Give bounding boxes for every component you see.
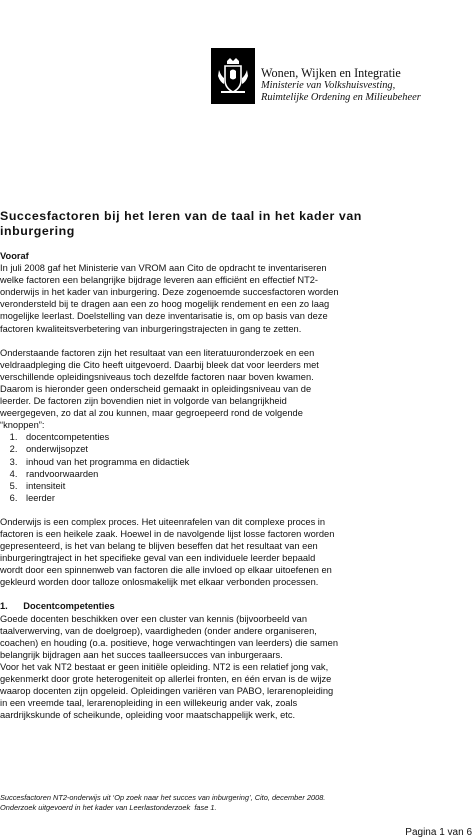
footnotes	[0, 793, 474, 814]
section-heading	[0, 600, 474, 612]
docent-paragraph: Goede docenten beschikken over een cluster van kennis (bijvoorbeeld van taalverwerving, van de doelgroep), vaardigheden (onder andere organiseren, coachen) en houding (o.a. positieve, hoge verwachtingen van leerders) die samen belangrijk bijdragen aan het succes taalleersucces van inburgeraars. Voor het vak NT2 bestaat er geen initiële opleiding. NT2 is een relatief jong vak, gekenmerkt door grote heterogeniteit op allerlei fronten, en één ervan is de wijze waarop docenten zijn opgeleid. Opleidingen variëren van PABO, lerarenopleiding in een vreemde taal, lerarenopleiding in een willekeurig ander vak, zoals aardrijkskunde of scheikunde, opleiding voor maatschappelijk werk, etc.	[0, 613, 338, 721]
complexity-paragraph: Onderwijs is een complex proces. Het uiteenrafelen van dit complexe proces in factoren is een heikele zaak. Hoewel in de navolgende lijst losse factoren worden gepresenteerd, is het van belang te blijven beseffen dat het resultaat van een inburgeringtraject in het specifieke geval van een individuele leerder bepaald wordt door een spinnenweb van factoren die alle invloed op elkaar uitoefenen en gekleurd worden door talloze onlosmakelijk met elkaar verbonden processen.	[0, 516, 335, 588]
page-number: Pagina 1 van 6	[405, 827, 472, 838]
list-item: 5. intensiteit	[20, 480, 474, 492]
ministry-name	[261, 66, 471, 103]
list-item: 2. onderwijsopzet	[20, 443, 474, 455]
list-item: 3. inhoud van het programma en didactiek	[20, 456, 474, 468]
list-item: 4. randvoorwaarden	[20, 468, 474, 480]
factors-list	[0, 431, 474, 504]
document-body	[0, 209, 474, 721]
section-title: Docentcompetenties	[23, 601, 115, 612]
list-item: 1. docentcompetenties	[20, 431, 474, 443]
factors-intro-paragraph: Onderstaande factoren zijn het resultaat van een literatuuronderzoek en een veldraadpleging die Cito heeft uitgevoerd. Daarbij bleek dat voor leerders met verschillende opleidingsniveaus toch dezelfde factoren naar boven kwamen. Daarom is hieronder geen onderscheid gemaakt in opleidingsniveau van de leerder. De factoren zijn bovendien niet in volgorde van belangrijkheid weergegeven, zo dat al zou kunnen, maar gegroepeerd rond de volgende “knoppen”:	[0, 347, 319, 431]
section-number: 1.	[0, 601, 8, 612]
coat-of-arms-icon	[216, 56, 250, 96]
vooraf-heading: Vooraf	[0, 251, 29, 261]
ministry-line-1: Wonen, Wijken en Integratie	[261, 66, 401, 80]
intro-paragraph: In juli 2008 gaf het Ministerie van VROM aan Cito de opdracht te inventariseren welke factoren een belangrijke bijdrage leveren aan efficiënt en effectief NT2- onderwijs in het kader van inburgering. Deze zogenoemde succesfactoren worden verondersteld bij te dragen aan een zo hoog mogelijk rendement en een zo laag mogelijke leerlast. Doelstelling van deze inventarisatie is, om op basis van deze factoren kwaliteitsverbetering van inburgeringstrajecten in gang te zetten.	[0, 263, 339, 334]
document-title: Succesfactoren bij het leren van de taal in het kader van inburgering	[0, 209, 362, 238]
footnote-2: Onderzoek uitgevoerd in het kader van Leerlastonderzoek fase 1.	[0, 803, 217, 813]
footnote-1: Succesfactoren NT2-onderwijs uit ‘Op zoek naar het succes van inburgering’, Cito, december 2008.	[0, 793, 326, 802]
ministry-line-3: Ruimtelijke Ordening en Milieubeheer	[261, 91, 421, 103]
coat-of-arms-logo	[211, 48, 255, 104]
ministry-line-2: Ministerie van Volkshuisvesting,	[261, 80, 396, 91]
list-item: 6. leerder	[20, 492, 474, 504]
